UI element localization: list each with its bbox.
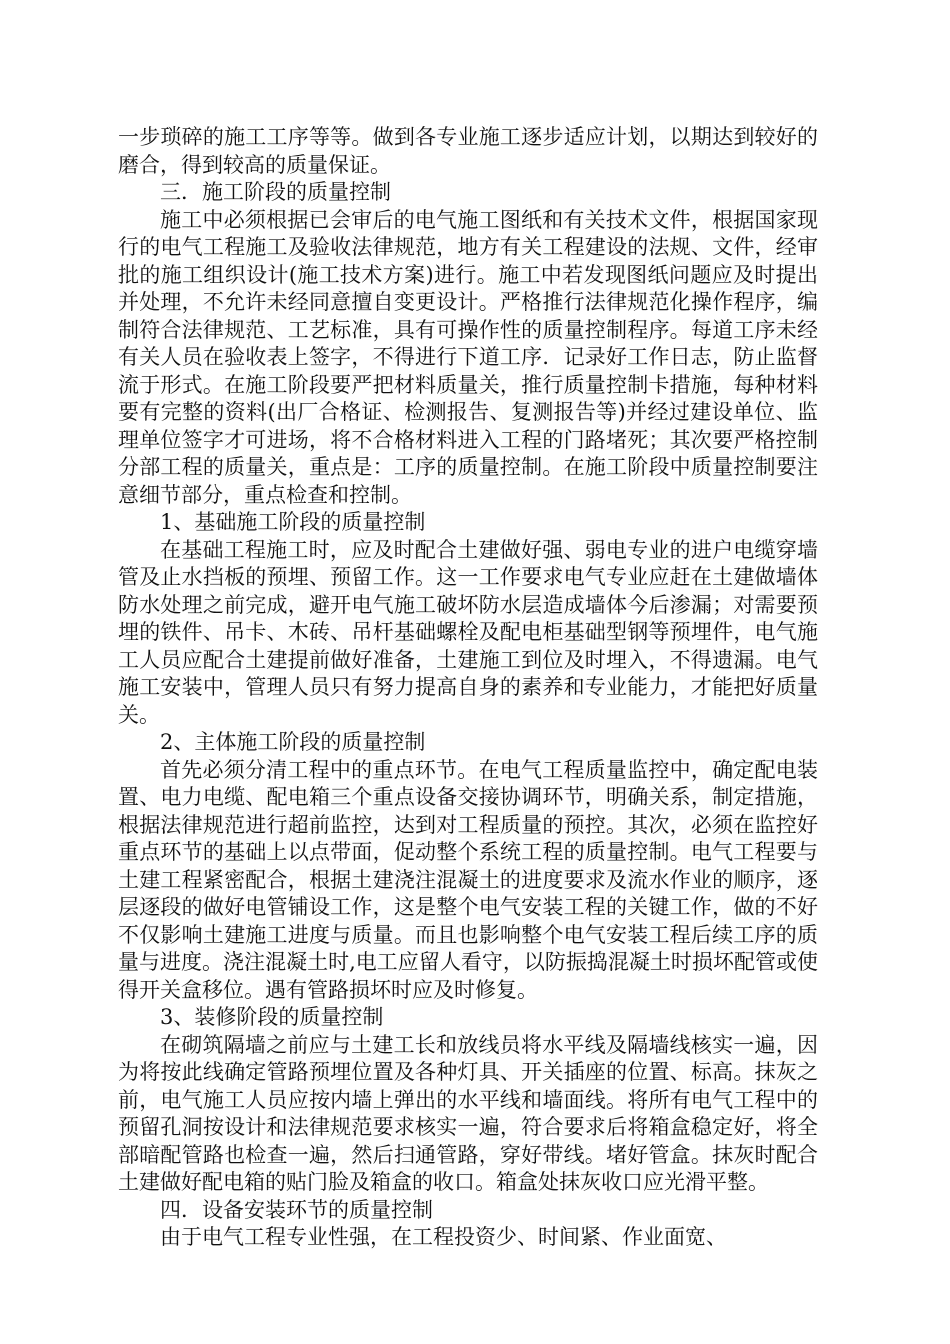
subsection-heading-2: 2、主体施工阶段的质量控制 xyxy=(160,730,426,754)
section-heading-4: 四．设备安装环节的质量控制 xyxy=(160,1197,433,1222)
subsection-heading-1: 1、基础施工阶段的质量控制 xyxy=(160,510,426,534)
paragraph-construction-phase: 施工中必须根据已会审后的电气施工图纸和有关技术文件，根据国家现行的电气工程施工及验收法律规范，地方有关工程建设的法规、文件，经审批的施工组织设计(施工技术方案)进行。施工中若发现图纸问题应及时提出并处理，不允许未经同意擅自变更设计。严格推行法律规范化操作程序，编制符合法律规范、工艺标准，具有可操作性的质量控制程序。每道工序未经有关人员在验收表上签字，不得进行下道工序．记录好工作日志，防止监督流于形式。在施工阶段要严把材料质量关，推行质量控制卡措施，每种材料要有完整的资料(出厂合格证、检测报告、复测报告等)并经过建设单位、监理单位签字才可进场，将不合格材料进入工程的门路堵死；其次要严格控制分部工程的质量关，重点是：工序的质量控制。在施工阶段中质量控制要注意细节部分，重点检查和控制。 xyxy=(118,207,818,507)
paragraph-decoration-phase: 在砌筑隔墙之前应与土建工长和放线员将水平线及隔墙线核实一遍，因为将按此线确定管路预埋位置及各种灯具、开关插座的位置、标高。抹灰之前，电气施工人员应按内墙上弹出的水平线和墙面线。将所有电气工程中的预留孔洞按设计和法律规范要求核实一遍，符合要求后将箱盒稳定好，将全部暗配管路也检查一遍，然后扫通管路，穿好带线。堵好管盒。抹灰时配合土建做好配电箱的贴门脸及箱盒的收口。箱盒处抹灰收口应光滑平整。 xyxy=(118,1032,818,1194)
paragraph-foundation-phase: 在基础工程施工时，应及时配合土建做好强、弱电专业的进户电缆穿墙管及止水挡板的预埋、预留工作。这一工作要求电气专业应赶在土建做墙体防水处理之前完成，避开电气施工破坏防水层造成墙体今后渗漏；对需要预埋的铁件、吊卡、木砖、吊杆基础螺栓及配电柜基础型钢等预埋件，电气施工人员应配合土建提前做好准备，土建施工到位及时埋入，不得遗漏。电气施工安装中，管理人员只有努力提高自身的素养和专业能力，才能把好质量关。 xyxy=(118,537,818,727)
paragraph-main-structure-phase: 首先必须分清工程中的重点环节。在电气工程质量监控中，确定配电装置、电力电缆、配电箱三个重点设备交接协调环节，明确关系，制定措施，根据法律规范进行超前监控，达到对工程质量的预控。其次，必须在监控好重点环节的基础上以点带面，促动整个系统工程的质量控制。电气工程要与土建工程紧密配合，根据土建浇注混凝土的进度要求及流水作业的顺序，逐层逐段的做好电管铺设工作，这是整个电气安装工程的关键工作，做的不好不仅影响土建施工进度与质量。而且也影响整个电气安装工程后续工序的质量与进度。浇注混凝土时,电工应留人看守，以防振捣混凝土时损坏配管或使得开关盒移位。遇有管路损坏时应及时修复。 xyxy=(118,757,818,1002)
paragraph-continuation: 一步琐碎的施工工序等等。做到各专业施工逐步适应计划，以期达到较好的磨合，得到较高的质量保证。 xyxy=(118,125,818,177)
section-heading-3: 三．施工阶段的质量控制 xyxy=(160,180,391,204)
paragraph-equipment-installation: 由于电气工程专业性强，在工程投资少、时间紧、作业面宽、 xyxy=(160,1225,727,1249)
subsection-heading-3: 3、装修阶段的质量控制 xyxy=(160,1005,384,1029)
document-body xyxy=(118,124,818,1252)
